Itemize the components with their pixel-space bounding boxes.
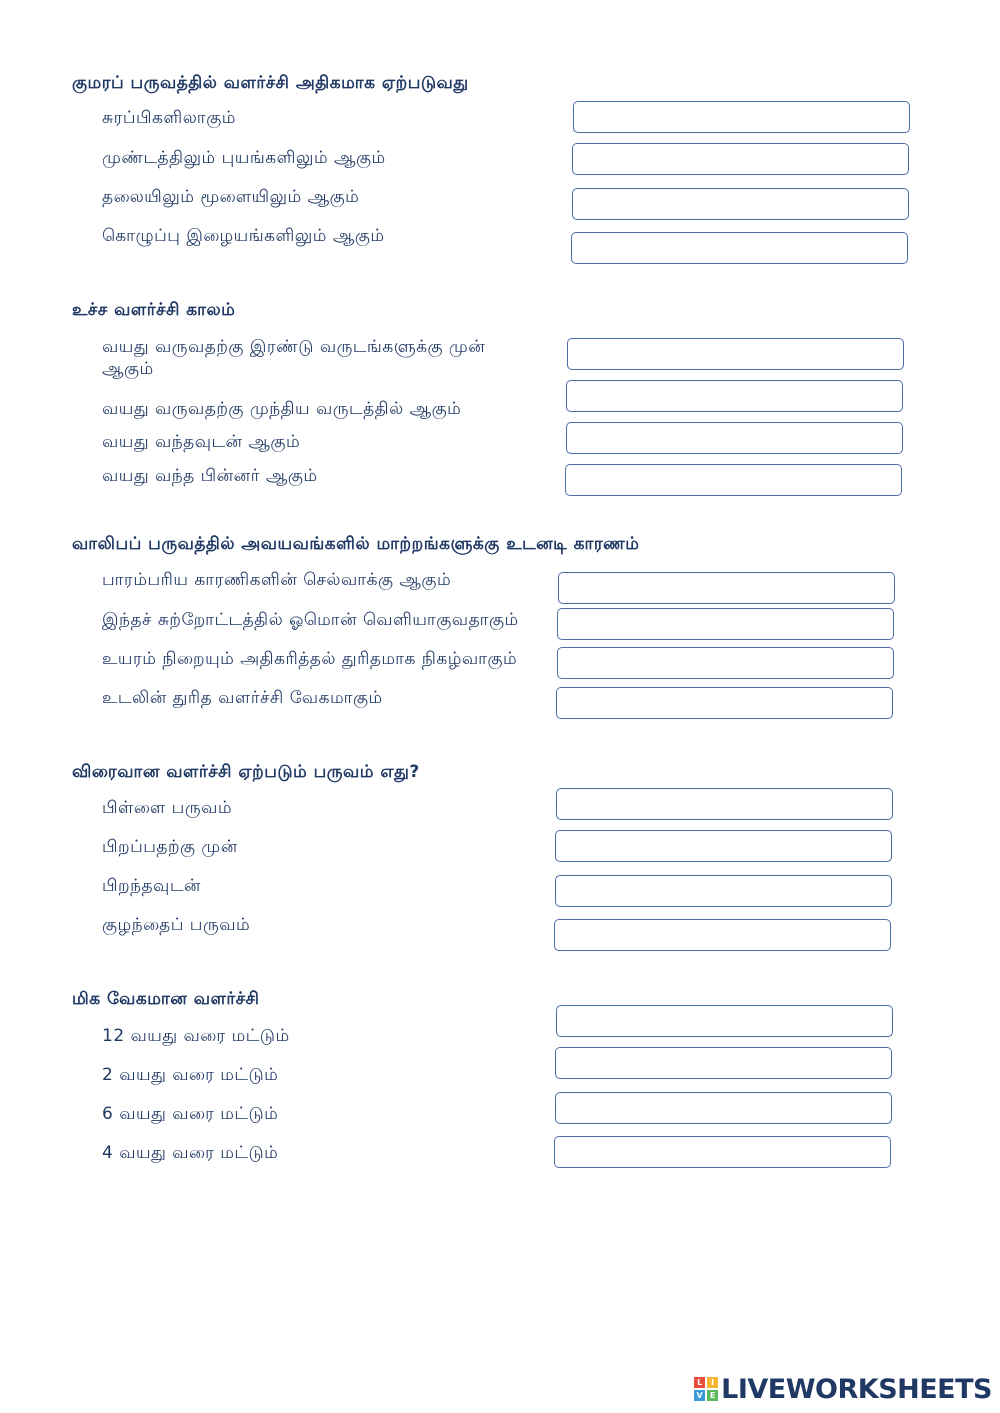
- question-2-option-1: வயது வருவதற்கு இரண்டு வருடங்களுக்கு முன் ஆகும்: [102, 337, 486, 379]
- answer-box-q3-1[interactable]: [558, 572, 895, 604]
- logo-block-v: V: [694, 1390, 705, 1401]
- answer-box-q1-2[interactable]: [572, 143, 909, 175]
- question-1-title: குமரப் பருவத்தில் வளர்ச்சி அதிகமாக ஏற்படுவது: [72, 73, 469, 93]
- question-2-option-4: வயது வந்த பின்னர் ஆகும்: [102, 466, 318, 486]
- question-3-option-1: பாரம்பரிய காரணிகளின் செல்வாக்கு ஆகும்: [102, 570, 452, 590]
- question-4-option-3: பிறந்தவுடன்: [102, 876, 201, 896]
- answer-box-q2-2[interactable]: [566, 380, 903, 412]
- answer-box-q5-2[interactable]: [555, 1047, 892, 1079]
- answer-box-q1-1[interactable]: [573, 101, 910, 133]
- question-3-option-4: உடலின் துரித வளர்ச்சி வேகமாகும்: [102, 688, 383, 708]
- question-5-title: மிக வேகமான வளர்ச்சி: [72, 989, 260, 1009]
- answer-box-q4-1[interactable]: [556, 788, 893, 820]
- question-2-option-3: வயது வந்தவுடன் ஆகும்: [102, 432, 301, 452]
- answer-box-q1-3[interactable]: [572, 188, 909, 220]
- question-4-option-1: பிள்ளை பருவம்: [102, 798, 233, 818]
- question-3-title: வாலிபப் பருவத்தில் அவயவங்களில் மாற்றங்களுக்கு உடனடி காரணம்: [72, 534, 640, 554]
- question-5-option-1: 12 வயது வரை மட்டும்: [102, 1026, 290, 1046]
- question-4-option-4: குழந்தைப் பருவம்: [102, 915, 251, 935]
- question-1-option-1: சுரப்பிகளிலாகும்: [102, 108, 236, 128]
- question-1-option-3: தலையிலும் மூளையிலும் ஆகும்: [102, 187, 360, 207]
- answer-box-q1-4[interactable]: [571, 232, 908, 264]
- answer-box-q3-3[interactable]: [557, 647, 894, 679]
- question-3-option-3: உயரம் நிறையும் அதிகரித்தல் துரிதமாக நிகழ்வாகும்: [102, 649, 518, 669]
- logo-blocks-icon: [694, 1377, 718, 1401]
- question-2-option-2: வயது வருவதற்கு முந்திய வருடத்தில் ஆகும்: [102, 399, 462, 419]
- answer-box-q5-3[interactable]: [555, 1092, 892, 1124]
- answer-box-q4-4[interactable]: [554, 919, 891, 951]
- logo-block-i: I: [707, 1377, 718, 1388]
- question-1-option-2: முண்டத்திலும் புயங்களிலும் ஆகும்: [102, 148, 386, 168]
- logo-block-l: L: [694, 1377, 705, 1388]
- answer-box-q5-4[interactable]: [554, 1136, 891, 1168]
- logo-text: LIVEWORKSHEETS: [721, 1373, 992, 1405]
- logo-block-e: E: [707, 1390, 718, 1401]
- question-2-title: உச்ச வளர்ச்சி காலம்: [72, 300, 236, 320]
- answer-box-q2-1[interactable]: [567, 338, 904, 370]
- question-5-option-4: 4 வயது வரை மட்டும்: [102, 1143, 279, 1163]
- answer-box-q4-3[interactable]: [555, 875, 892, 907]
- question-1-option-4: கொழுப்பு இழையங்களிலும் ஆகும்: [102, 226, 385, 246]
- answer-box-q4-2[interactable]: [555, 830, 892, 862]
- answer-box-q2-4[interactable]: [565, 464, 902, 496]
- answer-box-q3-4[interactable]: [556, 687, 893, 719]
- question-5-option-3: 6 வயது வரை மட்டும்: [102, 1104, 279, 1124]
- answer-box-q3-2[interactable]: [557, 608, 894, 640]
- question-4-option-2: பிறப்பதற்கு முன்: [102, 837, 238, 857]
- question-3-option-2: இந்தச் சுற்றோட்டத்தில் ஓமொன் வெளியாகுவதாகும்: [102, 610, 519, 630]
- liveworksheets-logo: [694, 1371, 992, 1407]
- question-5-option-2: 2 வயது வரை மட்டும்: [102, 1065, 279, 1085]
- question-4-title: விரைவான வளர்ச்சி ஏற்படும் பருவம் எது?: [72, 762, 420, 782]
- answer-box-q2-3[interactable]: [566, 422, 903, 454]
- answer-box-q5-1[interactable]: [556, 1005, 893, 1037]
